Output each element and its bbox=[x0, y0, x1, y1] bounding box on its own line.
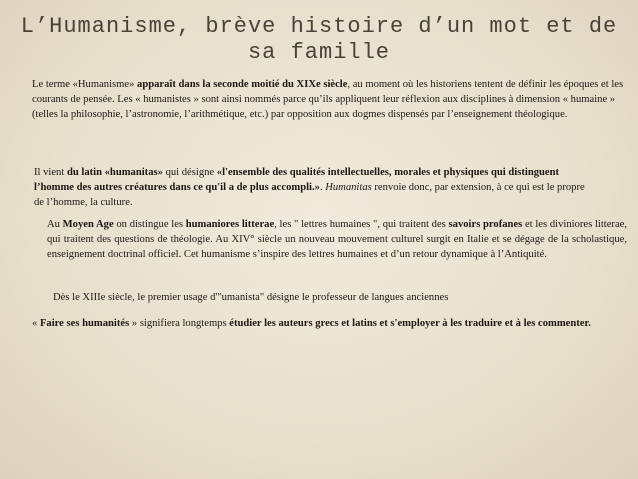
p2-text-3: . bbox=[319, 182, 326, 193]
p2-italic-1: Humanitas bbox=[325, 182, 372, 193]
p2-text-2: qui désigne bbox=[162, 167, 217, 178]
paragraph-faire-humanites bbox=[32, 316, 628, 331]
p3-text-1: Au bbox=[47, 219, 63, 230]
p5-text-2: » signifiera longtemps bbox=[129, 318, 230, 329]
p2-bold-2: «l'ensemble des qualités intellectuelles, morales et physiques qui distinguent l’homme des autres créatures dans ce qu'il a de plus accompli.» bbox=[34, 167, 560, 193]
title-line-2: sa famille bbox=[247, 40, 391, 65]
paragraph-moyen-age bbox=[47, 217, 627, 262]
p3-bold-3: savoirs profanes bbox=[448, 219, 523, 230]
p2-bold-1: du latin «humanitas» bbox=[66, 167, 163, 178]
p3-bold-2: humaniores litterae bbox=[185, 219, 275, 230]
paragraph-umanista bbox=[53, 290, 613, 305]
p1-text-2: , au moment où les historiens tentent de définir les époques et les courants de pensée. Les « humanistes » sont ainsi nommés parce qu’ils appliquent leur réflexion aux disciplines à dimension « humaine » (telles la philosophie, l’astronomie, l’arithmétique, etc.) par opposition aux dogmes dispensés par l’enseignement théologique. bbox=[32, 79, 624, 120]
p3-bold-1: Moyen Age bbox=[62, 219, 114, 230]
p3-text-2: on distingue les bbox=[113, 219, 186, 230]
p2-text-1: Il vient bbox=[34, 167, 67, 178]
p4-text: Dès le XIIIe siècle, le premier usage d'"umanista" désigne le professeur de langues anciennes bbox=[53, 292, 449, 303]
p1-bold-1: apparaît dans la seconde moitié du XIXe siècle bbox=[137, 79, 348, 90]
title-line-1: L’Humanisme, brève histoire d’un mot et de bbox=[20, 14, 618, 39]
p5-bold-1: Faire ses humanités bbox=[39, 318, 130, 329]
p2-text-4: renvoie donc, par extension, à ce qui est le propre de l’homme, la culture. bbox=[34, 182, 585, 208]
p3-text-3: , les " lettres humaines ", qui traitent des bbox=[274, 219, 449, 230]
paragraph-latin-humanitas bbox=[34, 165, 594, 210]
p1-text-1: Le terme «Humanisme» bbox=[32, 79, 138, 90]
p5-text-1: « bbox=[32, 318, 40, 329]
p5-bold-2: étudier les auteurs grecs et latins et s'employer à les traduire et à les commenter. bbox=[229, 318, 591, 329]
p3-text-4: et les diviniores litterae, qui traitent des questions de théologie. Au XIV° siècle un nouveau mouvement culturel surgit en Italie et se dégage de la scholastique, enseignement doctrinal officiel. Cet humanisme s’inspire des lettres humaines et d’un retour dynamique à l’Antiquité. bbox=[47, 219, 627, 260]
paragraph-humanisme-origin bbox=[32, 77, 628, 122]
slide-title bbox=[20, 14, 618, 66]
